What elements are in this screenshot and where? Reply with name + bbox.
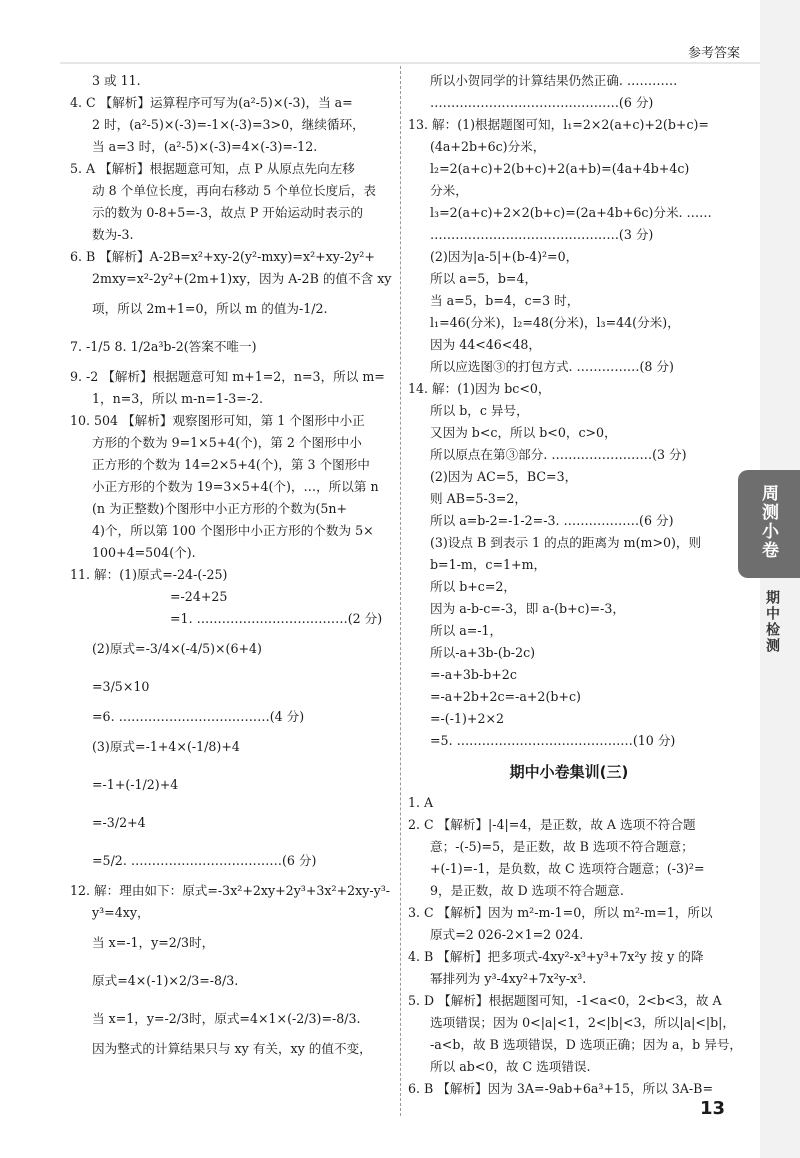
text-line: =-a+2b+2c=-a+2(b+c) [430, 689, 581, 704]
text-line: 选项错误；因为 0<|a|<1，2<|b|<3，所以|a|<|b|， [430, 1015, 736, 1030]
text-line: 13. 解：(1)根据题图可知，l₁=2×2(a+c)+2(b+c)= [408, 117, 709, 132]
text-line: 所以 a=b-2=-1-2=-3. ………………(6 分) [430, 513, 674, 528]
text-line: 示的数为 0-8+5=-3，故点 P 开始运动时表示的 [92, 205, 364, 220]
right-column [408, 70, 743, 1100]
text-line: =-a+3b-b+2c [430, 667, 517, 682]
side-tab-label: 周测小卷 [758, 484, 778, 560]
section-title: 期中小卷集训(三) [509, 763, 629, 781]
text-line: 当 a=3 时，(a²-5)×(-3)=4×(-3)=-12. [92, 139, 318, 154]
text-line: (4a+2b+6c)分米， [430, 139, 546, 154]
text-line: 6. B 【解析】因为 3A=-9ab+6a³+15，所以 3A-B= [408, 1081, 713, 1096]
text-line: 4)个，所以第 100 个图形中小正方形的个数为 5× [92, 523, 374, 538]
text-line: 因为 44<46<48， [430, 337, 541, 352]
text-line: 4. B 【解析】把多项式-4xy²-x³+y³+7x²y 按 y 的降 [408, 949, 704, 964]
page-number: 13 [700, 1098, 726, 1119]
text-line: 正方形的个数为 14=2×5+4(个)，第 3 个图形中 [92, 457, 370, 472]
text-line: 11. 解：(1)原式=-24-(-25) [70, 567, 228, 582]
page-edge-band [760, 0, 800, 1158]
text-line: 1，n=3，所以 m-n=1-3=-2. [92, 391, 264, 406]
side-tab[interactable] [738, 470, 800, 578]
text-line: l₃=2(a+c)+2×2(b+c)=(2a+4b+6c)分米. …… [430, 205, 712, 220]
text-line: -a<b，故 B 选项错误，D 选项正确；因为 a，b 异号， [430, 1037, 743, 1052]
text-line: 当 x=-1，y=2/3时， [92, 935, 215, 950]
text-line: 9. -2 【解析】根据题意可知 m+1=2，n=3，所以 m= [70, 369, 385, 384]
text-line: 方形的个数为 9=1×5+4(个)，第 2 个图形中小 [92, 435, 362, 450]
text-line: 100+4=504(个). [92, 545, 196, 560]
text-line: 6. B 【解析】A-2B=x²+xy-2(y²-mxy)=x²+xy-2y²+ [70, 249, 375, 264]
header-label: 参考答案 [687, 46, 740, 61]
text-line: 当 a=5，b=4，c=3 时， [430, 293, 580, 308]
text-line: (3)原式=-1+4×(-1/8)+4 [92, 739, 240, 754]
text-line: (n 为正整数)个图形中小正方形的个数为(5n+ [92, 501, 348, 516]
text-line: 12. 解：理由如下：原式=-3x²+2xy+2y³+3x²+2xy-y³- [70, 883, 391, 898]
text-line: ………………………………………(3 分) [430, 227, 654, 242]
text-line: 又因为 b<c，所以 b<0，c>0， [430, 425, 617, 440]
text-line: 小正方形的个数为 19=3×5+4(个)，…，所以第 n [92, 479, 379, 494]
text-line: b=1-m，c=1+m， [430, 557, 547, 572]
text-line: 所以 a=-1， [430, 623, 503, 638]
text-line: +(-1)=-1，是负数，故 C 选项符合题意；(-3)²= [430, 861, 705, 876]
text-line: =-(-1)+2×2 [430, 711, 505, 726]
text-line: 所以应选图③的打包方式. ……………(8 分) [430, 359, 674, 374]
text-line: 3. C 【解析】因为 m²-m-1=0，所以 m²-m=1，所以 [408, 905, 713, 920]
text-line: 原式=2 026-2×1=2 024. [430, 927, 584, 942]
text-line: 项，所以 2m+1=0，所以 m 的值为-1/2. [92, 301, 328, 316]
left-column [70, 70, 392, 1060]
text-line: =-1+(-1/2)+4 [92, 777, 179, 792]
text-line: 动 8 个单位长度，再向右移动 5 个单位长度后，表 [92, 183, 376, 198]
text-line: 意；-(-5)=5，是正数，故 B 选项不符合题意； [430, 839, 694, 854]
text-line: (3)设点 B 到表示 1 的点的距离为 m(m>0)，则 [430, 535, 702, 550]
column-divider [400, 66, 401, 1116]
text-line: 当 x=1，y=-2/3时，原式=4×1×(-2/3)=-8/3. [92, 1011, 361, 1026]
text-line: 所以原点在第③部分. ……………………(3 分) [430, 447, 687, 462]
text-line: 所以小贺同学的计算结果仍然正确. ………… [430, 73, 678, 88]
text-line: =3/5×10 [92, 679, 150, 694]
text-line: (2)因为|a-5|+(b-4)²=0， [430, 249, 579, 264]
text-line: 1. A [408, 795, 434, 810]
text-line: =5/2. ………………………………(6 分) [92, 853, 317, 868]
text-line: 5. D 【解析】根据题图可知，-1<a<0，2<b<3，故 A [408, 993, 722, 1008]
text-line: 数为-3. [92, 227, 134, 242]
page-header [0, 0, 800, 61]
text-line: 7. -1/5 8. 1/2a³b-2(答案不唯一) [70, 339, 257, 354]
text-line: (2)因为 AC=5，BC=3， [430, 469, 578, 484]
text-line: 原式=4×(-1)×2/3=-8/3. [92, 973, 239, 988]
text-line: ………………………………………(6 分) [430, 95, 654, 110]
text-line: 所以 b+c=2， [430, 579, 517, 594]
text-line: =6. ………………………………(4 分) [92, 709, 305, 724]
text-line: 所以-a+3b-(b-2c) [430, 645, 536, 660]
text-line: 2 时，(a²-5)×(-3)=-1×(-3)=3>0，继续循环， [92, 117, 365, 132]
text-line: 14. 解：(1)因为 bc<0， [408, 381, 551, 396]
text-line: l₂=2(a+c)+2(b+c)+2(a+b)=(4a+4b+4c) [430, 161, 690, 176]
text-line: 3 或 11. [92, 73, 141, 88]
text-line: 5. A 【解析】根据题意可知，点 P 从原点先向左移 [70, 161, 355, 176]
side-section-label: 期中检测 [764, 590, 780, 654]
text-line: 则 AB=5-3=2， [430, 491, 527, 506]
text-line: =1. ………………………………(2 分) [170, 611, 383, 626]
text-line: =-3/2+4 [92, 815, 146, 830]
text-line: 因为 a-b-c=-3，即 a-(b+c)=-3， [430, 601, 626, 616]
text-line: 所以 a=5，b=4， [430, 271, 538, 286]
text-line: 所以 b，c 异号， [430, 403, 529, 418]
text-line: 分米， [430, 183, 468, 198]
text-line: 幂排列为 y³-4xy²+7x²y-x³. [430, 971, 587, 986]
text-line: 2. C 【解析】|-4|=4，是正数，故 A 选项不符合题 [408, 817, 696, 832]
text-line: 4. C 【解析】运算程序可写为(a²-5)×(-3)，当 a= [70, 95, 353, 110]
text-line: l₁=46(分米)，l₂=48(分米)，l₃=44(分米)， [430, 315, 680, 330]
header-rule [60, 62, 760, 64]
text-line: =-24+25 [170, 589, 228, 604]
text-line: y³=4xy， [92, 905, 150, 920]
text-line: 9，是正数，故 D 选项不符合题意. [430, 883, 624, 898]
text-line: (2)原式=-3/4×(-4/5)×(6+4) [92, 641, 262, 656]
text-line: 10. 504 【解析】观察图形可知，第 1 个图形中小正 [70, 413, 365, 428]
text-line: 因为整式的计算结果只与 xy 有关，xy 的值不变， [92, 1041, 372, 1056]
text-line: =5. ……………………………………(10 分) [430, 733, 676, 748]
text-line: 所以 ab<0，故 C 选项错误. [430, 1059, 591, 1074]
text-line: 2mxy=x²-2y²+(2m+1)xy，因为 A-2B 的值不含 xy [92, 271, 392, 286]
